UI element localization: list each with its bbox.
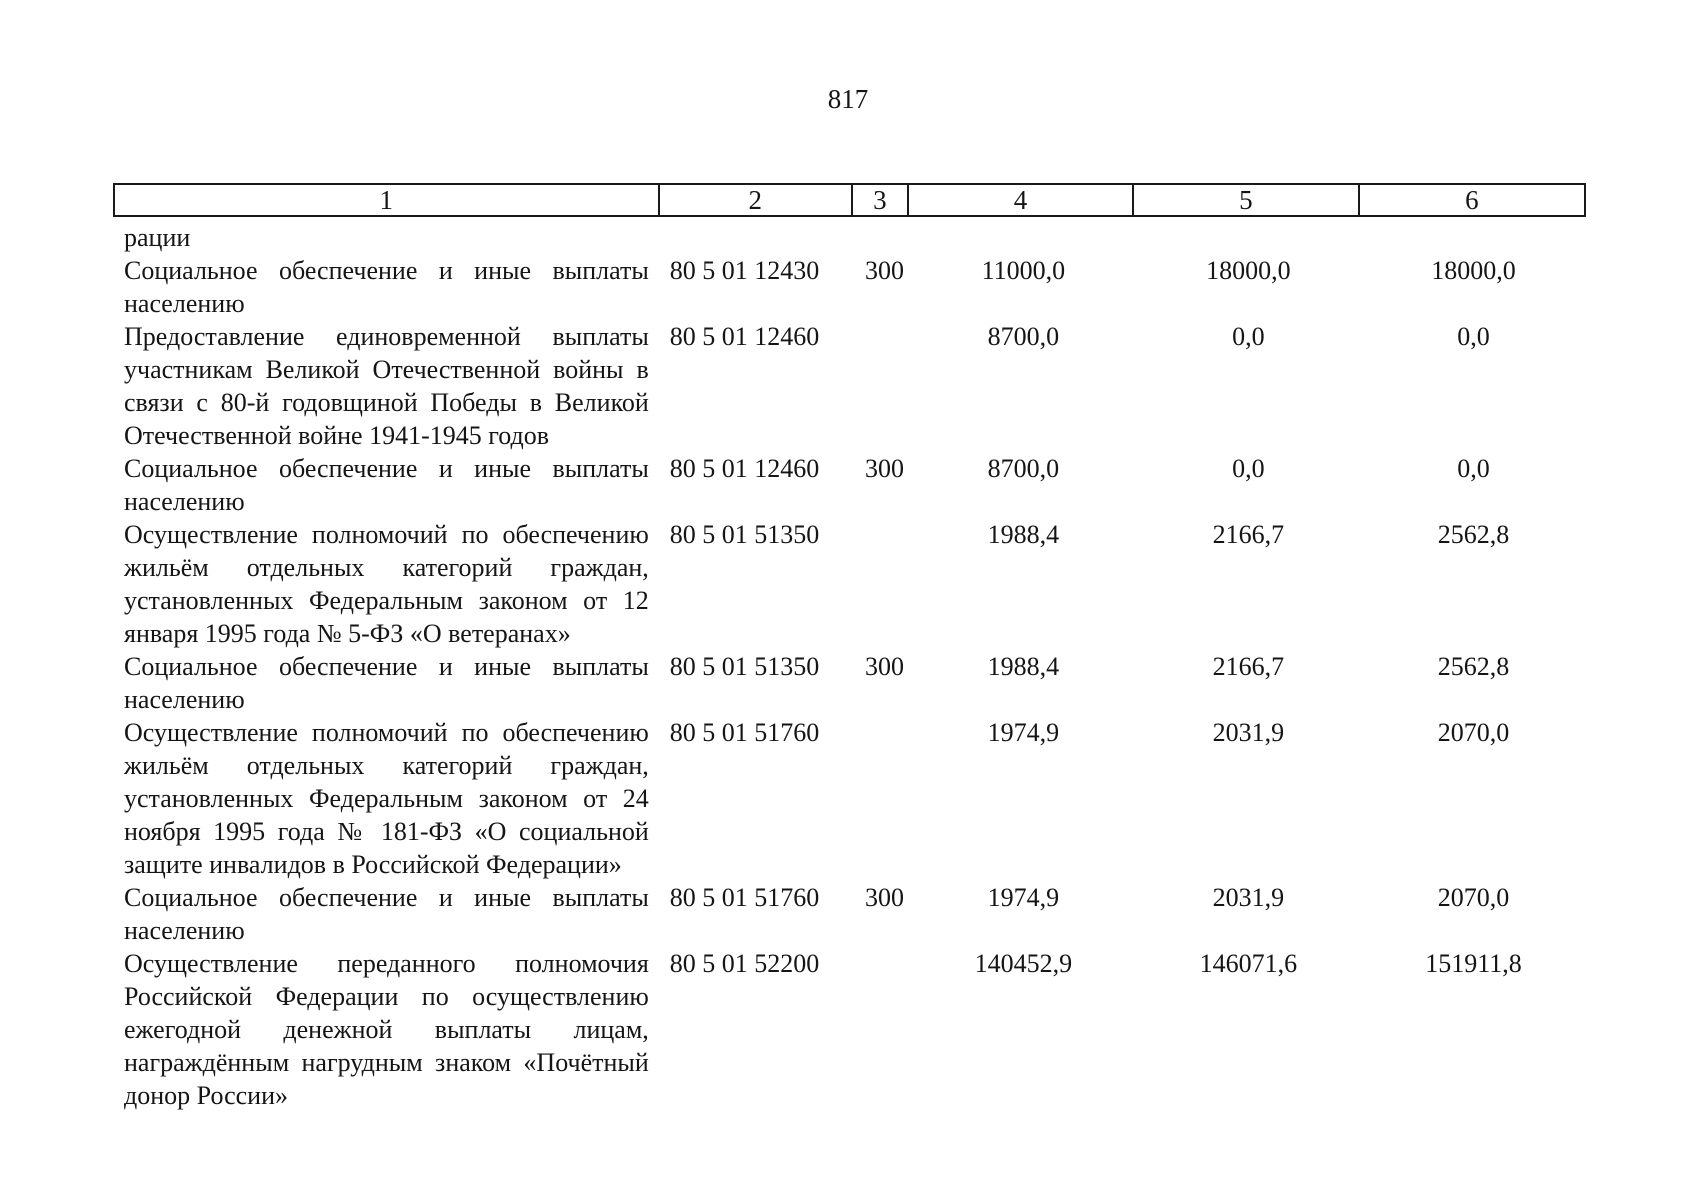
row-description: Социальное обеспечение и иные выплаты населению	[124, 256, 649, 318]
table-row	[124, 716, 1586, 881]
row-amount-year-3: 2562,8	[1437, 652, 1510, 681]
row-target-code: 80 5 01 12430	[669, 256, 820, 285]
header-col-4: 4	[909, 185, 1134, 215]
row-target-code: 80 5 01 12460	[669, 454, 820, 483]
row-description: рации	[124, 223, 191, 252]
row-target-code: 80 5 01 51760	[669, 883, 820, 912]
table-body	[124, 221, 1586, 1112]
row-amount-year-3: 2070,0	[1437, 718, 1510, 747]
row-amount-year-2: 2031,9	[1212, 718, 1285, 747]
table-row	[124, 650, 1586, 716]
row-description: Осуществление переданного полномочия Российской Федерации по осуществлению ежегодной денежной выплаты лицам, награждённым нагрудным знаком «Почётный донор России»	[124, 949, 649, 1110]
row-amount-year-2: 2031,9	[1212, 883, 1285, 912]
row-description: Социальное обеспечение и иные выплаты населению	[124, 883, 649, 945]
header-col-6: 6	[1465, 184, 1479, 215]
header-col-5: 5	[1134, 185, 1359, 215]
row-target-code: 80 5 01 51350	[669, 652, 820, 681]
row-target-code: 80 5 01 12460	[669, 322, 820, 351]
row-amount-year-2: 2166,7	[1212, 652, 1285, 681]
page-number: 817	[827, 84, 869, 114]
row-description: Социальное обеспечение и иные выплаты населению	[124, 652, 649, 714]
row-description: Предоставление единовременной выплаты участникам Великой Отечественной войны в связи с 80-й годовщиной Победы в Великой Отечественной войне 1941-1945 годов	[124, 322, 649, 450]
row-amount-year-3: 0,0	[1457, 322, 1490, 351]
table-row	[124, 452, 1586, 518]
header-col-2: 2	[660, 185, 853, 215]
row-amount-year-2: 2166,7	[1212, 520, 1285, 549]
row-amount-year-3: 2562,8	[1437, 520, 1510, 549]
table-row	[124, 947, 1586, 1112]
row-amount-year-3: 0,0	[1457, 454, 1490, 483]
row-amount-year-3: 2070,0	[1437, 883, 1510, 912]
row-amount-year-2: 146071,6	[1199, 949, 1298, 978]
table-row	[124, 254, 1586, 320]
row-amount-year-3: 18000,0	[1431, 256, 1516, 285]
row-amount-year-1: 8700,0	[987, 454, 1060, 483]
header-col-1: 1	[115, 185, 660, 215]
row-expense-type: 300	[865, 652, 905, 681]
row-amount-year-1: 11000,0	[981, 256, 1066, 285]
row-target-code: 80 5 01 51350	[669, 520, 820, 549]
row-target-code: 80 5 01 51760	[669, 718, 820, 747]
header-col-3: 3	[853, 185, 909, 215]
row-expense-type: 300	[865, 256, 905, 285]
row-amount-year-2: 0,0	[1232, 322, 1265, 351]
row-amount-year-2: 18000,0	[1206, 256, 1291, 285]
row-target-code: 80 5 01 52200	[669, 949, 820, 978]
table-row	[124, 881, 1586, 947]
row-amount-year-2: 0,0	[1232, 454, 1265, 483]
row-amount-year-1: 1988,4	[987, 520, 1060, 549]
row-amount-year-1: 1974,9	[987, 883, 1060, 912]
row-amount-year-1: 1988,4	[987, 652, 1060, 681]
row-expense-type: 300	[865, 883, 905, 912]
row-amount-year-3: 151911,8	[1425, 949, 1522, 978]
row-amount-year-1: 1974,9	[987, 718, 1060, 747]
row-expense-type: 300	[865, 454, 905, 483]
row-description: Социальное обеспечение и иные выплаты населению	[124, 454, 649, 516]
table-row	[124, 518, 1586, 650]
row-description: Осуществление полномочий по обеспечению жильём отдельных категорий граждан, установленных Федеральным законом от 12 января 1995 года № 5-ФЗ «О ветеранах»	[124, 520, 649, 648]
table-header-row	[113, 183, 1586, 217]
table-row	[124, 320, 1586, 452]
row-amount-year-1: 140452,9	[974, 949, 1073, 978]
table-row-continuation	[124, 221, 1586, 254]
row-description: Осуществление полномочий по обеспечению жильём отдельных категорий граждан, установленных Федеральным законом от 24 ноября 1995 года № 181-ФЗ «О социальной защите инвалидов в Российской Федерации»	[124, 718, 649, 879]
row-amount-year-1: 8700,0	[987, 322, 1060, 351]
